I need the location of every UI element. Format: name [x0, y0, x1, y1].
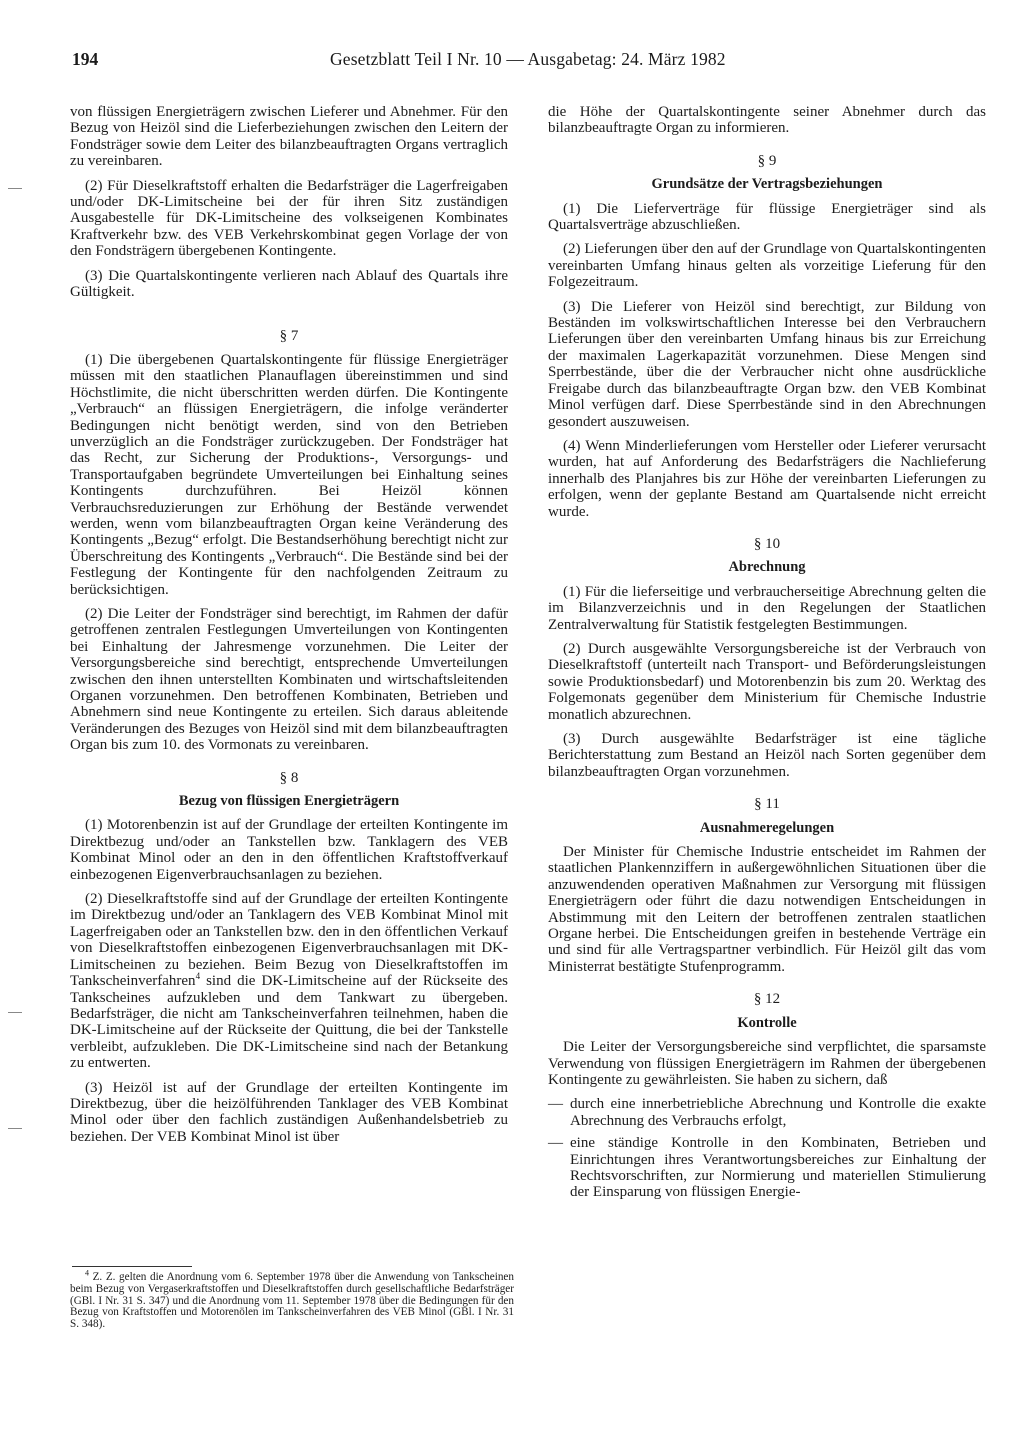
margin-mark — [8, 188, 22, 189]
section-number: § 8 — [279, 769, 299, 786]
section-title: Abrechnung — [728, 559, 806, 576]
paragraph: (3) Durch ausgewählte Bedarfsträger ist eine tägliche Berichterstattung zum Bestand an Heizöl nach Sorten gegenüber dem bilanzbeauftragten Organ vorzunehmen. — [548, 731, 986, 780]
text-run: (2) Dieselkraftstoffe sind auf der Grundlage der erteilten Kontingente im Direktbezug und/oder an Tanklagern des VEB Kombinat Minol mit Lagerfreigaben oder an Tankstellen bzw. den in den öffentlichen Verkauf von Dieselkraftstoffen einbezogenen Eigenverbrauchsanlagen mit DK-Limitscheinen zu beziehen. Beim Bezug von Dieselkraftstoffen im Tankscheinverfahren — [70, 891, 508, 990]
paragraph: (3) Die Quartalskontingente verlieren nach Ablauf des Quartals ihre Gültigkeit. — [70, 267, 508, 301]
dash-list — [548, 1096, 986, 1200]
dash-bullet: — — [548, 1096, 563, 1113]
section-number: § 11 — [754, 796, 780, 813]
paragraph: (3) Heizöl ist auf der Grundlage der erteilten Kontingente im Direktbezug, über die heizölführenden Tanklager des VEB Kombinat Minol oder über den fachlich zuständigen Außenhandelsbetrieb zu beziehen. Der VEB Kombinat Minol ist über — [70, 1079, 508, 1145]
paragraph: (2) Die Leiter der Fondsträger sind berechtigt, im Rahmen der dafür getroffenen zentralen Festlegungen Umverteilungen von Kontingenten bei Einhaltung der Jahresmenge vorzunehmen. Die Leiter der Versorgungsbereiche sind berechtigt, entsprechende Umverteilungen zwischen den ihnen unterstellten Kombinaten und wirtschaftsleitenden Organen vorzunehmen. Den betroffenen Kombinaten, Betrieben und Abnehmern sind neue Kontingente zu erteilen. Sich daraus ableitende Veränderungen des Bezuges von Heizöl sind mit dem bilanzbeauftragten Organ bis zum 10. des Vormonats zu vereinbaren. — [70, 605, 508, 754]
section-number: § 10 — [753, 535, 781, 552]
margin-mark — [8, 1128, 22, 1129]
paragraph: (1) Für die lieferseitige und verbraucherseitige Abrechnung gelten die im Bilanzverzeichnis und in den Regelungen der Staatlichen Zentralverwaltung für Statistik festgelegten Bestimmungen. — [548, 583, 986, 633]
paragraph: (1) Motorenbenzin ist auf der Grundlage der erteilten Kontingente im Direktbezug und/oder an Tankstellen bzw. Tanklagern des VEB Kombinat Minol oder an den in den öffentlichen Kraftstoffverkauf einbezogenen Eigenverbrauchsanlagen zu beziehen. — [70, 817, 508, 883]
paragraph: von flüssigen Energieträgern zwischen Lieferer und Abnehmer. Für den Bezug von Heizöl sind die Lieferbeziehungen zwischen den Leitern der Fondsträger sowie dem Leiter des bilanzbeauftragten Organs vertraglich zu vereinbaren. — [70, 104, 508, 170]
paragraph: (4) Wenn Minderlieferungen vom Hersteller oder Lieferer verursacht wurden, hat auf Anforderung des Bedarfsträgers die Nachlieferung innerhalb des Planjahres bis zur Höhe der vereinbarten Lieferungen zu erfolgen, wenn der geplante Bestand am Quartalsende nicht erreicht wurde. — [548, 437, 986, 520]
paragraph: (1) Die Lieferverträge für flüssige Energieträger sind als Quartalsverträge abzuschließen. — [548, 200, 986, 234]
footnote-marker: 4 — [85, 1268, 89, 1278]
section-title: Kontrolle — [737, 1014, 797, 1031]
paragraph: (1) Die übergebenen Quartalskontingente für flüssige Energieträger müssen mit den staatlichen Planauflagen übereinstimmen und sind Höchstlimite, die nicht überschritten werden dürfen. Die Kontingente „Verbrauch“ an flüssigen Energieträgern, die infolge veränderter Bedingungen nicht benötigt werden, sind von den Betrieben unverzüglich an die Fondsträger zurückzugeben. Der Fondsträger hat das Recht, zur Sicherung der Produktions-, Versorgungs- und Transportaufgaben begründete Umverteilungen bei Einhaltung seines Kontingents durchzuführen. Bei Heizöl können Verbrauchsreduzierungen zur Erhöhung der Bestände verwendet werden, wenn vom bilanzbeauftragten Organ keine Veränderung des Kontingents „Bezug“ erfolgt. Die Bestandserhöhung berechtigt nicht zur Überschreitung des Kontingents „Verbrauch“. Die Bestände sind bei der Festlegung der Kontingente für den nachfolgenden Zeitraum zu berücksichtigen. — [70, 351, 508, 598]
list-item-text: durch eine innerbetriebliche Abrechnung und Kontrolle die exakte Abrechnung des Verbrauchs erfolgt, — [570, 1096, 986, 1129]
section-title: Bezug von flüssigen Energieträgern — [178, 793, 400, 810]
section-number: § 12 — [753, 991, 781, 1008]
footnote — [70, 1268, 514, 1331]
list-item-text: eine ständige Kontrolle in den Kombinaten, Betrieben und Einrichtungen ihres Verantwortungsbereiches zur Einhaltung der Rechtsvorschriften, zur Normierung und materiellen Stimulierung der Einsparung von flüssigen Energie- — [570, 1135, 986, 1201]
section-number: § 7 — [279, 328, 299, 345]
section-title: Grundsätze der Vertragsbeziehungen — [651, 176, 883, 193]
list-item — [548, 1135, 986, 1201]
paragraph — [70, 891, 508, 1071]
paragraph: (2) Durch ausgewählte Versorgungsbereiche ist der Verbrauch von Dieselkraftstoff (unterteilt nach Transport- und Beförderungsleistungen sowie Produktionsbedarf) und Motorenbenzin bis zum 20. Werktag des Folgemonats gegenüber dem Ministerium für Chemische Industrie monatlich abzurechnen. — [548, 640, 986, 723]
page-number: 194 — [72, 49, 99, 69]
paragraph: die Höhe der Quartalskontingente seiner Abnehmer durch das bilanzbeauftragte Organ zu informieren. — [548, 104, 986, 137]
dash-bullet: — — [548, 1135, 563, 1152]
left-column — [70, 104, 508, 1153]
running-title: Gesetzblatt Teil I Nr. 10 — Ausgabetag: 24. März 1982 — [330, 49, 726, 69]
section-number: § 9 — [757, 152, 777, 169]
paragraph: (2) Lieferungen über den auf der Grundlage von Quartalskontingenten vereinbarten Umfang hinaus gelten als vorzeitige Lieferung für den Folgezeitraum. — [548, 241, 986, 291]
paragraph: Die Leiter der Versorgungsbereiche sind verpflichtet, die sparsamste Verwendung von flüssigen Energieträgern im Rahmen der übergebenen Kontingente zu gewährleisten. Sie haben zu sichern, daß — [548, 1039, 986, 1088]
footnote-divider — [72, 1266, 192, 1267]
paragraph: (2) Für Dieselkraftstoff erhalten die Bedarfsträger die Lagerfreigaben und/oder DK-Limitscheine bei der für ihren Sitz zuständigen Ausgabestelle für DK-Limitscheine des volkseigenen Kombinates Kraftverkehr bzw. des VEB Verkehrskombinat gegen Vorlage der von den Fondsträgern übergebenen Kontingente. — [70, 177, 508, 260]
right-column — [548, 104, 986, 1207]
footnote-text: Z. Z. gelten die Anordnung vom 6. September 1978 über die Anwendung von Tankscheinen beim Bezug von Vergaserkraftstoffen und Dieselkraftstoffen durch gesellschaftliche Bedarfsträger (GBl. I Nr. 31 S. 347) und die Anordnung vom 11. September 1978 über die Bedingungen für den Bezug von Kraftstoffen und Motorenölen im Tankscheinverfahren des VEB Minol (GBl. I Nr. 31 S. 348). — [70, 1271, 514, 1331]
list-item — [548, 1096, 986, 1129]
section-title: Ausnahmeregelungen — [699, 819, 835, 836]
margin-mark — [8, 1012, 22, 1013]
paragraph: Der Minister für Chemische Industrie entscheidet im Rahmen der staatlichen Plankennziffern in außergewöhnlichen Situationen über die anzuwendenden operativen Maßnahmen zur Versorgung mit flüssigen Energieträgern oder führt die dazu notwendigen Entscheidungen in Abstimmung mit den Leitern der betroffenen zentralen staatlichen Organe herbei. Die Entscheidungen greifen in bestehende Verträge ein und sind für alle Vertragspartner verbindlich. Für Heizöl gilt das vom Ministerrat bestätigte Stufenprogramm. — [548, 844, 986, 975]
text-run: sind die DK-Limitscheine auf der Rückseite des Tankscheines aufzukleben und dem Tankwart zu übergeben. Bedarfsträger, die nicht am Tankscheinverfahren teilnehmen, haben die DK-Limitscheine auf der Rückseite der Quittung, die bei der Tankstelle verbleibt, aufzukleben. Die DK-Limitscheine sind nach der Betankung zu entwerten. — [70, 973, 508, 1072]
paragraph: (3) Die Lieferer von Heizöl sind berechtigt, zur Bildung von Beständen im volkswirtschaftlichen Interesse bei den Verbrauchern Lieferungen über den vereinbarten Umfang hinaus bis zur Erreichung der maximalen Lagerkapazität vorzunehmen. Diese Mengen sind Sperrbestände, über die der Verbraucher nicht ohne ausdrückliche Freigabe durch das bilanzbeauftragte Organ bzw. den VEB Kombinat Minol verfügen darf. Diese Sperrbestände sind in den Abrechnungen gesondert auszuweisen. — [548, 298, 986, 430]
footnote-reference: 4 — [195, 971, 201, 982]
